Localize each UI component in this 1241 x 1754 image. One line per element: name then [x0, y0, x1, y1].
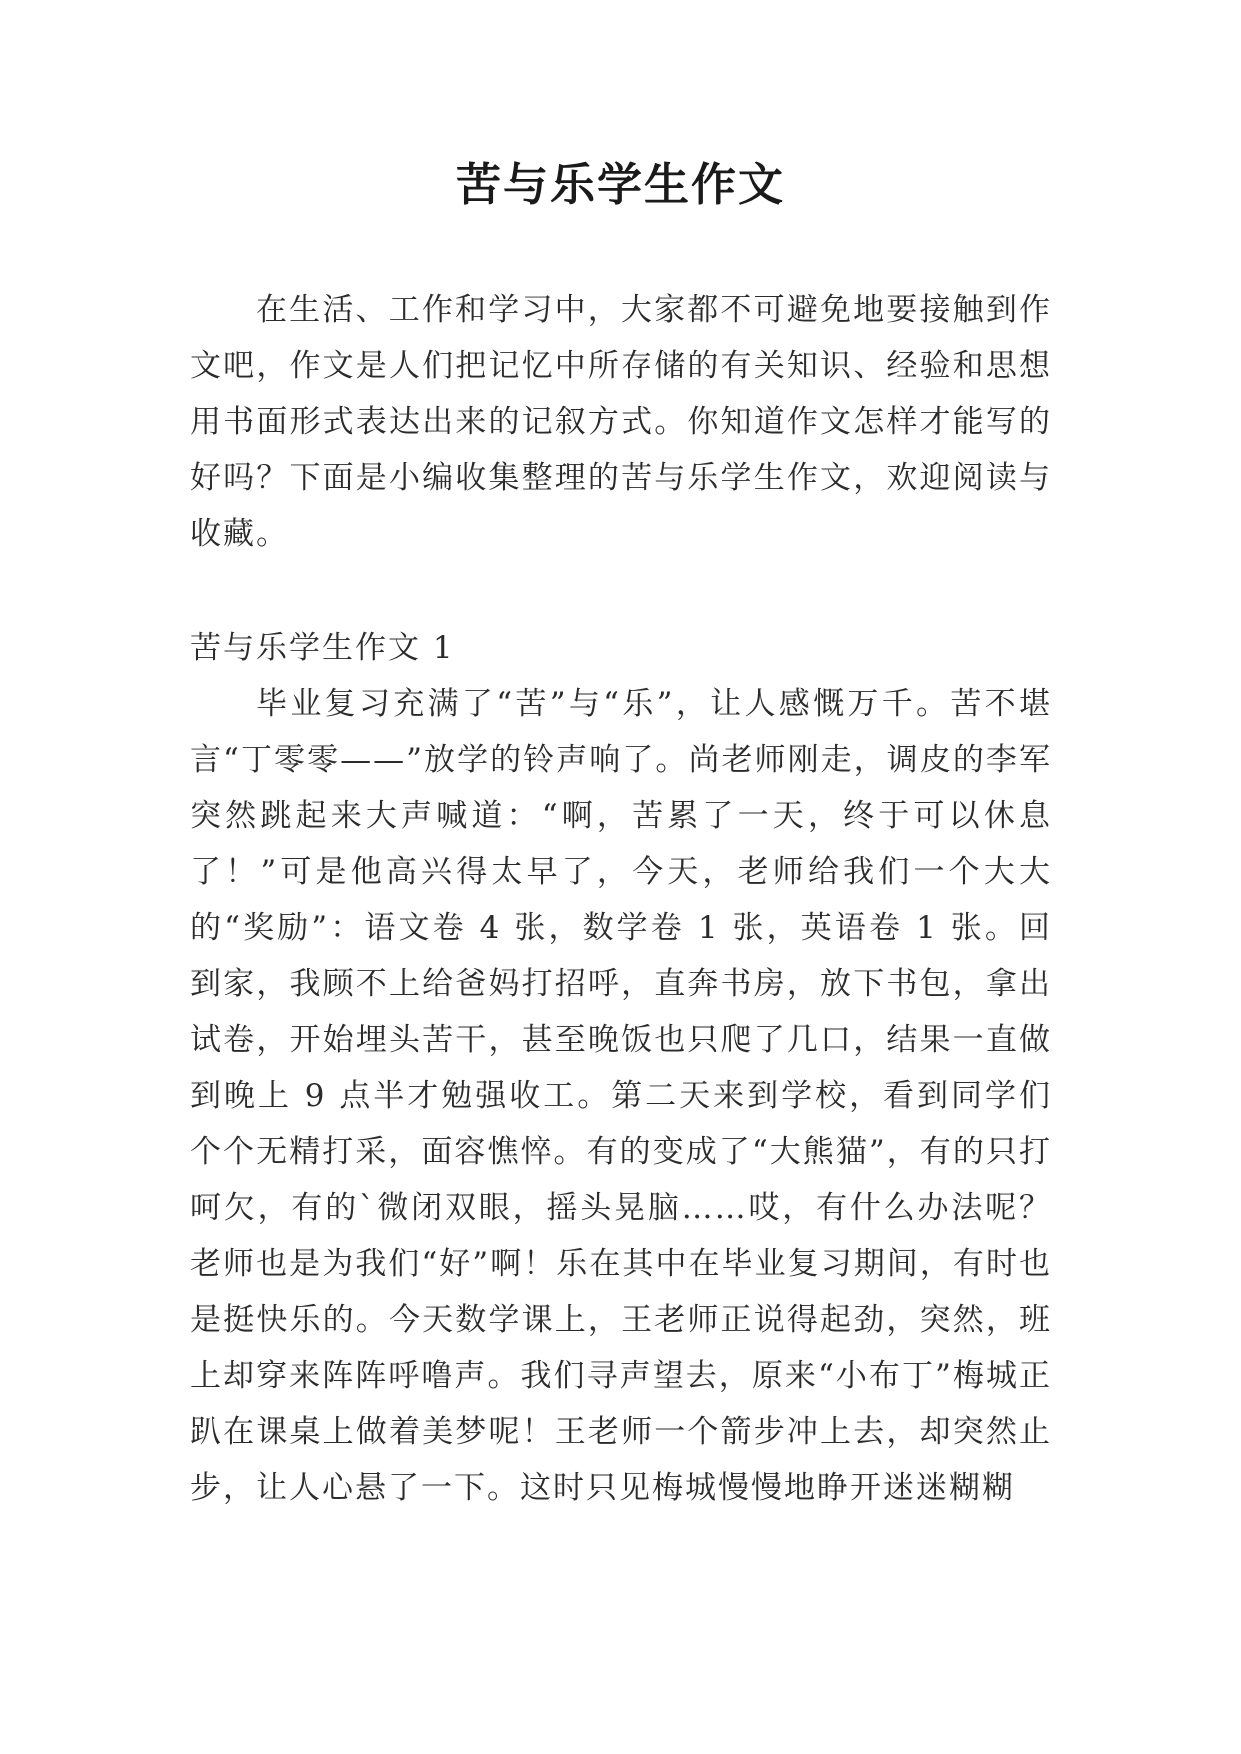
- section-title: 苦与乐学生作文 1: [190, 630, 455, 666]
- document-content: [190, 282, 1052, 1516]
- document-title: 苦与乐学生作文: [455, 158, 785, 211]
- body-paragraph: 毕业复习充满了“苦”与“乐”，让人感慨万千。苦不堪言“丁零零——”放学的铃声响了。尚老师刚走，调皮的李军突然跳起来大声喊道：“啊，苦累了一天，终于可以休息了！”可是他高兴得太早了，今天，老师给我们一个大大的“奖励”：语文卷 4 张，数学卷 1 张，英语卷 1 张。回到家，我顾不上给爸妈打招呼，直奔书房，放下书包，拿出试卷，开始埋头苦干，甚至晚饭也只爬了几口，结果一直做到晚上 9 点半才勉强收工。第二天来到学校，看到同学们个个无精打采，面容憔悴。有的变成了“大熊猫”，有的只打呵欠，有的`微闭双眼，摇头晃脑……哎，有什么办法呢？老师也是为我们“好”啊！乐在其中在毕业复习期间，有时也是挺快乐的。今天数学课上，王老师正说得起劲，突然，班上却穿来阵阵呼噜声。我们寻声望去，原来“小布丁”梅城正趴在课桌上做着美梦呢！王老师一个箭步冲上去，却突然止步，让人心悬了一下。这时只见梅城慢慢地睁开迷迷糊糊: [190, 686, 1052, 1506]
- intro-paragraph: 在生活、工作和学习中，大家都不可避免地要接触到作文吧，作文是人们把记忆中所存储的有关知识、经验和思想用书面形式表达出来的记叙方式。你知道作文怎样才能写的好吗？下面是小编收集整理的苦与乐学生作文，欢迎阅读与收藏。: [190, 292, 1052, 552]
